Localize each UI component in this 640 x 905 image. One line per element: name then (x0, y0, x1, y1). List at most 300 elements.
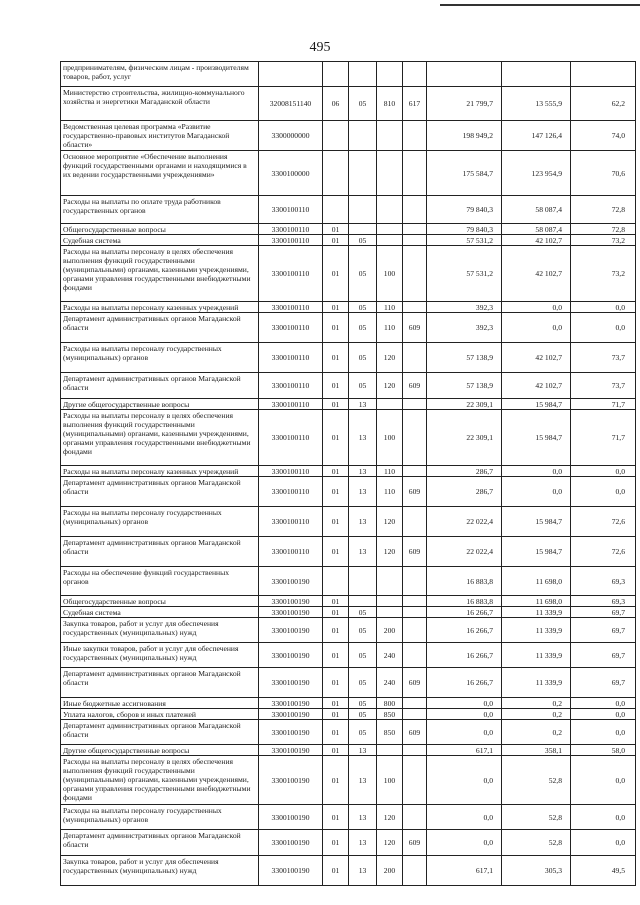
table-row (61, 607, 636, 618)
table-row (61, 596, 636, 607)
cell-name: Уплата налогов, сборов и иных платежей (61, 709, 259, 720)
table-row (61, 87, 636, 121)
cell-plan: 0,0 (427, 830, 502, 856)
cell-vr: 850 (377, 720, 403, 745)
cell-gr (403, 709, 427, 720)
cell-name: Расходы на выплаты персоналу казенных учреждений (61, 466, 259, 477)
cell-vr: 200 (377, 856, 403, 886)
cell-gr (403, 567, 427, 596)
cell-rz: 01 (323, 246, 349, 302)
cell-pct: 73,7 (571, 373, 636, 399)
cell-gr: 609 (403, 668, 427, 698)
cell-name: Расходы на выплаты персоналу государственных (муниципальных) органов (61, 507, 259, 537)
cell-rz: 01 (323, 607, 349, 618)
cell-pct: 0,0 (571, 313, 636, 343)
cell-gr: 609 (403, 477, 427, 507)
cell-name: Расходы на выплаты персоналу в целях обеспечения выполнения функций государственными (муниципальными) органами, казенными учреждениями, органами управления государственными внебюджетными фондами (61, 756, 259, 805)
cell-rz (323, 567, 349, 596)
cell-csr: 3300100110 (259, 302, 323, 313)
cell-rz: 01 (323, 410, 349, 466)
cell-gr (403, 745, 427, 756)
cell-fact: 0,0 (502, 313, 571, 343)
cell-pct: 0,0 (571, 720, 636, 745)
cell-fact: 358,1 (502, 745, 571, 756)
cell-rz: 06 (323, 87, 349, 121)
top-edge-mark (440, 4, 640, 6)
cell-vr (377, 745, 403, 756)
cell-pr: 05 (349, 373, 377, 399)
cell-pct: 70,6 (571, 151, 636, 196)
cell-csr: 3300100110 (259, 343, 323, 373)
table-row (61, 410, 636, 466)
cell-fact: 42 102,7 (502, 373, 571, 399)
cell-fact: 42 102,7 (502, 246, 571, 302)
cell-plan: 198 949,2 (427, 121, 502, 151)
cell-vr (377, 224, 403, 235)
cell-gr: 609 (403, 373, 427, 399)
cell-gr (403, 235, 427, 246)
cell-fact: 52,8 (502, 830, 571, 856)
cell-pr: 05 (349, 87, 377, 121)
cell-rz: 01 (323, 343, 349, 373)
table-row (61, 477, 636, 507)
cell-name: предпринимателям, физическим лицам - производителям товаров, работ, услуг (61, 62, 259, 87)
cell-csr: 3300100110 (259, 466, 323, 477)
cell-vr: 120 (377, 805, 403, 830)
cell-pct: 71,7 (571, 410, 636, 466)
cell-fact: 0,0 (502, 302, 571, 313)
cell-fact: 52,8 (502, 756, 571, 805)
cell-pr: 13 (349, 805, 377, 830)
cell-pct: 72,8 (571, 196, 636, 224)
table-row (61, 343, 636, 373)
cell-rz (323, 62, 349, 87)
cell-gr (403, 596, 427, 607)
cell-gr: 609 (403, 313, 427, 343)
cell-csr: 3300100110 (259, 507, 323, 537)
cell-pct: 72,8 (571, 224, 636, 235)
cell-rz: 01 (323, 745, 349, 756)
cell-pct: 69,7 (571, 643, 636, 668)
cell-fact: 147 126,4 (502, 121, 571, 151)
cell-gr (403, 756, 427, 805)
cell-rz: 01 (323, 720, 349, 745)
cell-rz: 01 (323, 313, 349, 343)
table-row (61, 313, 636, 343)
cell-gr: 609 (403, 537, 427, 567)
cell-gr (403, 698, 427, 709)
cell-gr: 609 (403, 720, 427, 745)
cell-pct: 73,2 (571, 246, 636, 302)
cell-vr (377, 567, 403, 596)
cell-fact: 123 954,9 (502, 151, 571, 196)
cell-gr (403, 343, 427, 373)
cell-gr (403, 62, 427, 87)
cell-fact: 0,0 (502, 466, 571, 477)
cell-csr: 3300100000 (259, 151, 323, 196)
cell-rz: 01 (323, 537, 349, 567)
cell-pct: 0,0 (571, 830, 636, 856)
cell-gr (403, 246, 427, 302)
cell-name: Судебная система (61, 607, 259, 618)
cell-rz (323, 151, 349, 196)
cell-pr: 05 (349, 607, 377, 618)
cell-name: Расходы на выплаты персоналу государственных (муниципальных) органов (61, 343, 259, 373)
table-row (61, 756, 636, 805)
cell-fact: 11 698,0 (502, 596, 571, 607)
table-row (61, 507, 636, 537)
cell-fact: 11 698,0 (502, 567, 571, 596)
cell-fact: 58 087,4 (502, 196, 571, 224)
cell-name: Департамент административных органов Магаданской области (61, 537, 259, 567)
cell-rz: 01 (323, 224, 349, 235)
cell-name: Иные закупки товаров, работ и услуг для обеспечения государственных (муниципальных) нужд (61, 643, 259, 668)
table-row (61, 466, 636, 477)
table-row (61, 537, 636, 567)
cell-rz: 01 (323, 466, 349, 477)
cell-vr (377, 62, 403, 87)
cell-plan: 392,3 (427, 302, 502, 313)
table-row (61, 567, 636, 596)
cell-vr: 120 (377, 537, 403, 567)
cell-fact: 0,2 (502, 698, 571, 709)
table-row (61, 856, 636, 886)
cell-plan: 79 840,3 (427, 196, 502, 224)
cell-pct: 69,7 (571, 618, 636, 643)
cell-rz: 01 (323, 373, 349, 399)
table-row (61, 246, 636, 302)
cell-name: Министерство строительства, жилищно-коммунального хозяйства и энергетики Магаданской области (61, 87, 259, 121)
cell-pr: 05 (349, 235, 377, 246)
table-row (61, 643, 636, 668)
cell-plan: 22 309,1 (427, 399, 502, 410)
cell-csr: 3300100190 (259, 830, 323, 856)
cell-pct: 73,2 (571, 235, 636, 246)
cell-name: Иные бюджетные ассигнования (61, 698, 259, 709)
cell-vr: 120 (377, 343, 403, 373)
cell-vr: 100 (377, 246, 403, 302)
table-row (61, 830, 636, 856)
cell-gr (403, 410, 427, 466)
cell-vr: 240 (377, 668, 403, 698)
cell-gr (403, 856, 427, 886)
cell-pr: 05 (349, 618, 377, 643)
cell-vr: 240 (377, 643, 403, 668)
cell-csr: 3300100190 (259, 618, 323, 643)
cell-rz: 01 (323, 477, 349, 507)
cell-csr: 3300100190 (259, 745, 323, 756)
cell-rz: 01 (323, 830, 349, 856)
cell-pct: 69,7 (571, 607, 636, 618)
cell-rz: 01 (323, 399, 349, 410)
cell-pr: 13 (349, 399, 377, 410)
cell-pct: 72,6 (571, 537, 636, 567)
cell-plan: 16 266,7 (427, 607, 502, 618)
cell-pct: 0,0 (571, 756, 636, 805)
cell-pr: 13 (349, 477, 377, 507)
cell-vr (377, 121, 403, 151)
cell-plan: 57 138,9 (427, 373, 502, 399)
cell-fact: 15 984,7 (502, 537, 571, 567)
cell-plan: 16 883,8 (427, 567, 502, 596)
cell-fact: 42 102,7 (502, 235, 571, 246)
cell-plan: 16 266,7 (427, 668, 502, 698)
cell-pr (349, 121, 377, 151)
cell-pr: 05 (349, 313, 377, 343)
cell-pct: 72,6 (571, 507, 636, 537)
cell-csr: 3300100110 (259, 537, 323, 567)
cell-pr (349, 224, 377, 235)
cell-rz: 01 (323, 698, 349, 709)
cell-vr: 850 (377, 709, 403, 720)
cell-pct: 74,0 (571, 121, 636, 151)
cell-name: Департамент административных органов Магаданской области (61, 830, 259, 856)
table-row (61, 62, 636, 87)
cell-plan: 57 531,2 (427, 235, 502, 246)
page-number: 495 (309, 40, 331, 55)
cell-csr: 32008151140 (259, 87, 323, 121)
cell-gr (403, 618, 427, 643)
table-row (61, 745, 636, 756)
cell-pct: 73,7 (571, 343, 636, 373)
cell-gr (403, 121, 427, 151)
cell-fact: 11 339,9 (502, 607, 571, 618)
cell-fact: 11 339,9 (502, 618, 571, 643)
cell-vr: 810 (377, 87, 403, 121)
cell-gr: 617 (403, 87, 427, 121)
cell-csr (259, 62, 323, 87)
cell-plan: 21 799,7 (427, 87, 502, 121)
cell-fact: 305,3 (502, 856, 571, 886)
cell-pr: 05 (349, 246, 377, 302)
table-row (61, 235, 636, 246)
cell-csr: 3300100190 (259, 643, 323, 668)
cell-csr: 3300100110 (259, 399, 323, 410)
cell-pct: 0,0 (571, 709, 636, 720)
cell-gr (403, 302, 427, 313)
cell-csr: 3300100110 (259, 246, 323, 302)
cell-rz: 01 (323, 302, 349, 313)
cell-plan: 0,0 (427, 805, 502, 830)
cell-fact: 42 102,7 (502, 343, 571, 373)
cell-plan: 0,0 (427, 698, 502, 709)
table-row (61, 302, 636, 313)
cell-rz: 01 (323, 856, 349, 886)
cell-gr (403, 151, 427, 196)
cell-plan: 0,0 (427, 756, 502, 805)
cell-plan: 57 138,9 (427, 343, 502, 373)
cell-pr: 05 (349, 343, 377, 373)
cell-plan: 0,0 (427, 720, 502, 745)
cell-pct: 69,7 (571, 668, 636, 698)
cell-rz: 01 (323, 618, 349, 643)
cell-pct: 62,2 (571, 87, 636, 121)
cell-plan: 57 531,2 (427, 246, 502, 302)
cell-csr: 3300100110 (259, 410, 323, 466)
cell-name: Расходы на выплаты персоналу в целях обеспечения выполнения функций государственными (муниципальными) органами, казенными учреждениями, органами управления государственными внебюджетными фондами (61, 246, 259, 302)
cell-pr (349, 151, 377, 196)
cell-csr: 3300100190 (259, 698, 323, 709)
cell-name: Другие общегосударственные вопросы (61, 745, 259, 756)
cell-rz: 01 (323, 507, 349, 537)
cell-pr: 05 (349, 302, 377, 313)
cell-gr (403, 224, 427, 235)
cell-name: Судебная система (61, 235, 259, 246)
cell-csr: 3300100110 (259, 224, 323, 235)
cell-pct: 0,0 (571, 477, 636, 507)
cell-rz: 01 (323, 709, 349, 720)
cell-pct: 69,3 (571, 567, 636, 596)
cell-pct (571, 62, 636, 87)
table-row (61, 151, 636, 196)
cell-fact: 15 984,7 (502, 507, 571, 537)
cell-pct: 69,3 (571, 596, 636, 607)
cell-fact: 15 984,7 (502, 399, 571, 410)
cell-fact: 13 555,9 (502, 87, 571, 121)
cell-pr: 13 (349, 745, 377, 756)
cell-name: Департамент административных органов Магаданской области (61, 313, 259, 343)
cell-vr: 200 (377, 618, 403, 643)
cell-plan: 617,1 (427, 745, 502, 756)
cell-name: Департамент административных органов Магаданской области (61, 373, 259, 399)
cell-pr: 05 (349, 643, 377, 668)
table-row (61, 618, 636, 643)
cell-plan: 0,0 (427, 709, 502, 720)
cell-pct: 58,0 (571, 745, 636, 756)
cell-rz: 01 (323, 235, 349, 246)
cell-pr: 13 (349, 856, 377, 886)
cell-plan: 175 584,7 (427, 151, 502, 196)
cell-pr: 05 (349, 698, 377, 709)
table-row (61, 668, 636, 698)
cell-name: Расходы на обеспечение функций государственных органов (61, 567, 259, 596)
cell-fact: 52,8 (502, 805, 571, 830)
cell-vr: 110 (377, 466, 403, 477)
cell-pct: 0,0 (571, 698, 636, 709)
cell-pr: 13 (349, 507, 377, 537)
cell-vr (377, 607, 403, 618)
cell-gr (403, 466, 427, 477)
cell-pr (349, 567, 377, 596)
table-row (61, 224, 636, 235)
cell-vr (377, 235, 403, 246)
cell-csr: 3300100190 (259, 856, 323, 886)
cell-vr: 120 (377, 830, 403, 856)
cell-pct: 0,0 (571, 302, 636, 313)
cell-csr: 3300100190 (259, 720, 323, 745)
cell-name: Департамент административных органов Магаданской области (61, 477, 259, 507)
cell-csr: 3300100190 (259, 607, 323, 618)
cell-name: Департамент административных органов Магаданской области (61, 720, 259, 745)
cell-pr: 05 (349, 720, 377, 745)
cell-plan: 16 883,8 (427, 596, 502, 607)
cell-rz: 01 (323, 596, 349, 607)
cell-pr (349, 62, 377, 87)
cell-plan: 617,1 (427, 856, 502, 886)
cell-csr: 3300100190 (259, 709, 323, 720)
cell-gr (403, 196, 427, 224)
cell-name: Ведомственная целевая программа «Развитие государственно-правовых институтов Магаданской области» (61, 121, 259, 151)
cell-plan: 79 840,3 (427, 224, 502, 235)
cell-csr: 3300100110 (259, 313, 323, 343)
cell-pr (349, 196, 377, 224)
cell-name: Закупка товаров, работ и услуг для обеспечения государственных (муниципальных) нужд (61, 856, 259, 886)
cell-rz: 01 (323, 643, 349, 668)
cell-pr (349, 596, 377, 607)
cell-rz: 01 (323, 756, 349, 805)
cell-plan: 286,7 (427, 477, 502, 507)
cell-name: Расходы на выплаты по оплате труда работников государственных органов (61, 196, 259, 224)
cell-gr (403, 507, 427, 537)
cell-csr: 3300100190 (259, 567, 323, 596)
cell-rz (323, 121, 349, 151)
cell-pct: 71,7 (571, 399, 636, 410)
cell-name: Расходы на выплаты персоналу в целях обеспечения выполнения функций государственными (муниципальными) органами, казенными учреждениями, органами управления государственными внебюджетными фондами (61, 410, 259, 466)
cell-csr: 3300100190 (259, 805, 323, 830)
cell-fact: 58 087,4 (502, 224, 571, 235)
table-row (61, 399, 636, 410)
cell-pr: 13 (349, 410, 377, 466)
cell-name: Расходы на выплаты персоналу государственных (муниципальных) органов (61, 805, 259, 830)
cell-csr: 3300100110 (259, 235, 323, 246)
cell-vr: 110 (377, 302, 403, 313)
cell-fact: 0,2 (502, 709, 571, 720)
cell-fact (502, 62, 571, 87)
cell-csr: 3300100110 (259, 373, 323, 399)
cell-vr: 100 (377, 410, 403, 466)
cell-gr (403, 805, 427, 830)
cell-vr (377, 196, 403, 224)
cell-pct: 0,0 (571, 805, 636, 830)
cell-rz: 01 (323, 668, 349, 698)
cell-vr: 110 (377, 477, 403, 507)
cell-fact: 11 339,9 (502, 668, 571, 698)
cell-gr (403, 607, 427, 618)
cell-vr: 100 (377, 756, 403, 805)
cell-vr (377, 596, 403, 607)
cell-csr: 3300100190 (259, 668, 323, 698)
table-row (61, 698, 636, 709)
cell-gr (403, 643, 427, 668)
cell-fact: 0,0 (502, 477, 571, 507)
cell-name: Другие общегосударственные вопросы (61, 399, 259, 410)
cell-name: Основное мероприятие «Обеспечение выполнения функций государственными органами и находящимися в их ведении государственными учреждениями» (61, 151, 259, 196)
cell-gr (403, 399, 427, 410)
cell-fact: 11 339,9 (502, 643, 571, 668)
cell-vr (377, 151, 403, 196)
cell-pr: 05 (349, 668, 377, 698)
cell-plan: 22 022,4 (427, 507, 502, 537)
cell-pr: 05 (349, 709, 377, 720)
cell-plan: 16 266,7 (427, 643, 502, 668)
cell-pr: 13 (349, 756, 377, 805)
cell-csr: 3300000000 (259, 121, 323, 151)
cell-plan (427, 62, 502, 87)
cell-vr: 120 (377, 373, 403, 399)
cell-plan: 22 022,4 (427, 537, 502, 567)
table-row (61, 805, 636, 830)
cell-vr: 110 (377, 313, 403, 343)
cell-csr: 3300100190 (259, 596, 323, 607)
cell-fact: 0,2 (502, 720, 571, 745)
cell-plan: 392,3 (427, 313, 502, 343)
cell-pr: 13 (349, 537, 377, 567)
cell-vr: 120 (377, 507, 403, 537)
cell-plan: 22 309,1 (427, 410, 502, 466)
cell-csr: 3300100190 (259, 756, 323, 805)
table-row (61, 709, 636, 720)
budget-table (60, 61, 636, 886)
